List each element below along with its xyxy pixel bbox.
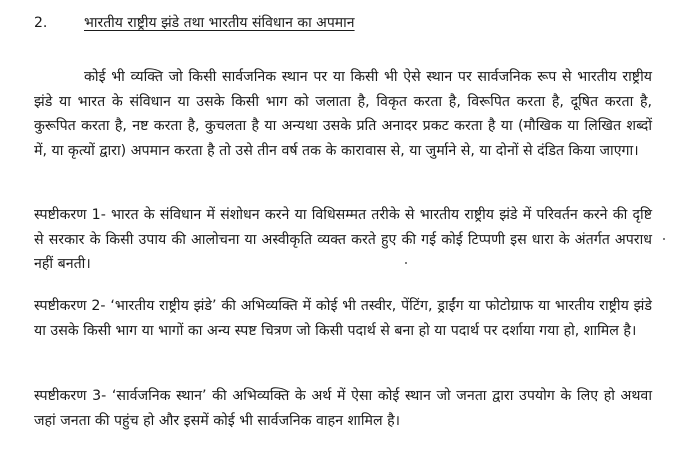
explanation-2-paragraph: स्पष्टीकरण 2- ‘भारतीय राष्ट्रीय झंडे’ की अभिव्यक्ति में कोई भी तस्वीर, पेंटिंग, ड्राईंग या फोटोग्राफ या भारतीय राष्ट्रीय झंडे या उसके किसी भाग या भागों का अन्य स्पष्ट चित्रण जो किसी पदार्थ से बना हो या पदार्थ पर दर्शाया गया हो, शामिल है। xyxy=(34,298,652,339)
scan-speck xyxy=(663,238,665,240)
main-paragraph: कोई भी व्यक्ति जो किसी सार्वजनिक स्थान पर या किसी भी ऐसे स्थान पर सार्वजनिक रूप से भारतीय राष्ट्रीय झंडे या भारत के संविधान या उसके किसी भाग को जलाता है, विकृत करता है, विरूपित करता है, दूषित करता है, कुरूपित करता है, नष्ट करता है, कुचलता है या अन्यथा उसके प्रति अनादर प्रकट करता है या (मौखिक या लिखित शब्दों में, या कृत्यों द्वारा) अपमान करता है तो उसे तीन वर्ष तक के कारावास से, या जुर्माने से, या दोनों से दंडित किया जाएगा। xyxy=(34,69,652,159)
explanation-3-paragraph: स्पष्टीकरण 3- ‘सार्वजनिक स्थान’ की अभिव्यक्ति के अर्थ में ऐसा कोई स्थान जो जनता द्वारा उपयोग के लिए हो अथवा जहां जनता की पहुंच हो और इसमें कोई भी सार्वजनिक वाहन शामिल है। xyxy=(34,388,652,429)
scan-speck xyxy=(405,262,407,264)
section-heading xyxy=(34,13,653,33)
explanation-1-paragraph: स्पष्टीकरण 1- भारत के संविधान में संशोधन करने या विधिसम्मत तरीके से भारतीय राष्ट्रीय झंडे में परिवर्तन करने की दृष्टि से सरकार के किसी उपाय की आलोचना या अस्वीकृति व्यक्त करते हुए की गई कोई टिप्पणी इस धारा के अंतर्गत अपराध नहीं बनती। xyxy=(34,207,652,272)
section-title: भारतीय राष्ट्रीय झंडे तथा भारतीय संविधान का अपमान xyxy=(84,15,355,31)
section-number: 2. xyxy=(34,15,48,31)
